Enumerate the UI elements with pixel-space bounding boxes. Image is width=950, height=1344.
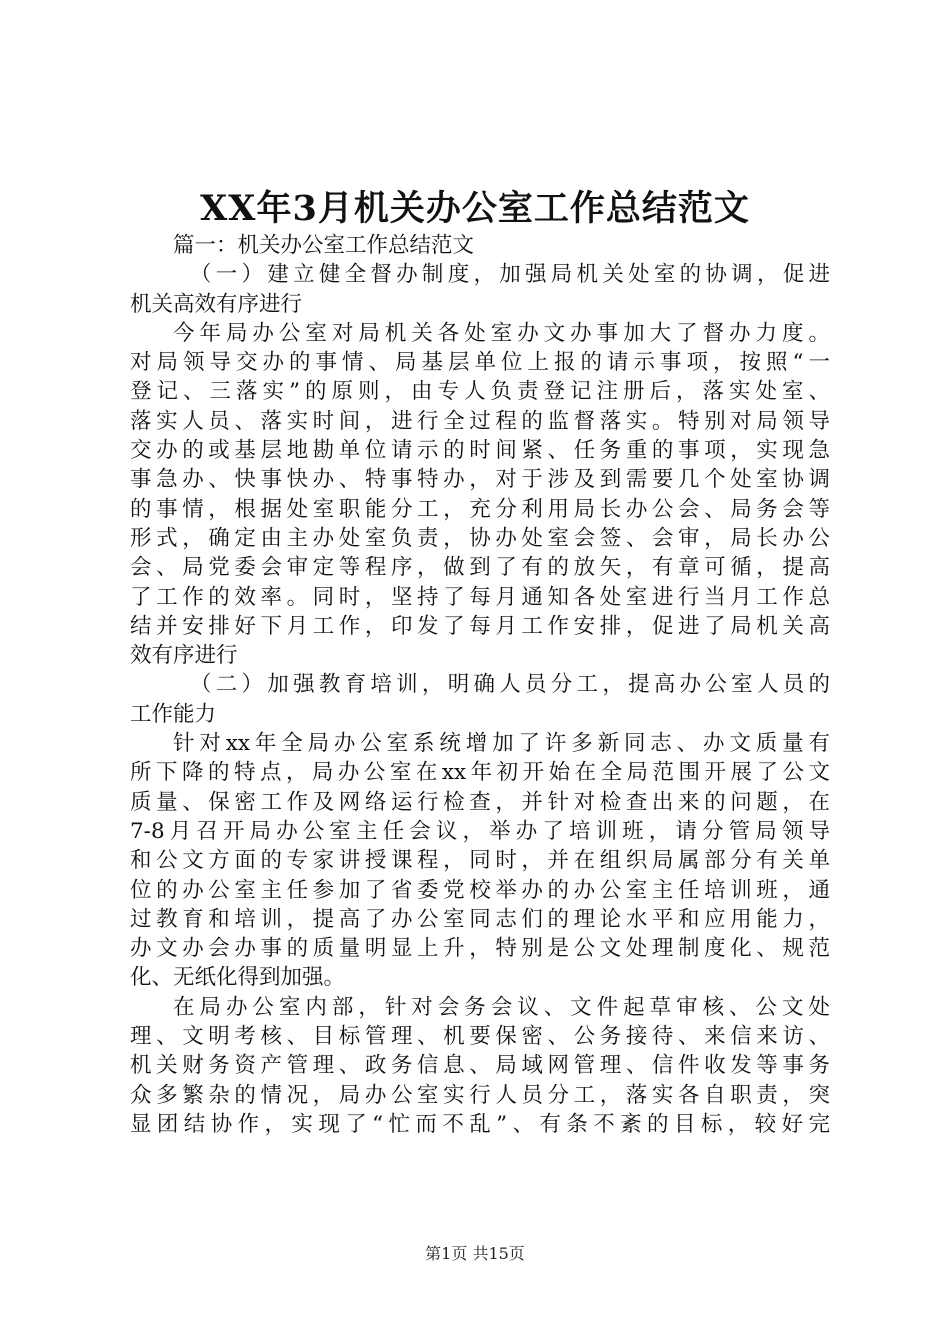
text-line: 和公文方面的专家讲授课程，同时，并在组织局属部分有关单 [130,848,830,874]
text-line: 的事情，根据处室职能分工，充分利用局长办公会、局务会等 [130,496,830,522]
document-body [130,231,830,1139]
text-line: 登记、三落实”的原则，由专人负责登记注册后，落实处室、 [130,379,830,405]
text-line: 篇一：机关办公室工作总结范文 [173,233,475,258]
text-line: 显团结协作，实现了“忙而不乱”、有条不紊的目标，较好完 [130,1111,830,1137]
text-line: 所下降的特点，局办公室在xx年初开始在全局范围开展了公文 [130,760,830,786]
text-line: 今年局办公室对局机关各处室办文办事加大了督办力度。 [173,320,830,346]
text-line: 化、无纸化得到加强。 [130,965,346,991]
text-line: 形式，确定由主办处室负责，协办处室会签、会审，局长办公 [130,525,830,551]
page-footer: 第1页 共15页 [425,1244,525,1263]
text-line: 众多繁杂的情况，局办公室实行人员分工，落实各自职责，突 [130,1082,830,1108]
text-line: 过教育和培训，提高了办公室同志们的理论水平和应用能力， [130,906,830,932]
text-line: 效有序进行 [130,643,238,669]
text-line: 事急办、快事快办、特事特办，对于涉及到需要几个处室协调 [130,467,830,493]
text-line: 质量、保密工作及网络运行检查，并针对检查出来的问题，在 [130,789,830,815]
text-line: 结并安排好下月工作，印发了每月工作安排，促进了局机关高 [130,613,830,639]
text-line: 落实人员、落实时间，进行全过程的监督落实。特别对局领导 [130,408,830,434]
text-line: 交办的或基层地勘单位请示的时间紧、任务重的事项，实现急 [130,438,830,464]
text-line: 会、局党委会审定等程序，做到了有的放矢，有章可循，提高 [130,555,830,581]
text-line: 工作能力 [130,701,217,727]
text-line: 了工作的效率。同时，坚持了每月通知各处室进行当月工作总 [130,584,830,610]
text-line: （一）建立健全督办制度，加强局机关处室的协调，促进 [190,262,830,288]
text-line: 针对xx年全局办公室系统增加了许多新同志、办文质量有 [173,731,830,757]
text-line: （二）加强教育培训，明确人员分工，提高办公室人员的 [190,672,830,698]
text-line: 在局办公室内部，针对会务会议、文件起草审核、公文处 [173,994,830,1020]
text-line: 位的办公室主任参加了省委党校举办的办公室主任培训班，通 [130,877,830,903]
text-line: 机关高效有序进行 [130,291,303,317]
text-line: 理、文明考核、目标管理、机要保密、公务接待、来信来访、 [130,1024,830,1050]
text-line: 办文办会办事的质量明显上升，特别是公文处理制度化、规范 [130,936,830,962]
text-line: 机关财务资产管理、政务信息、局域网管理、信件收发等事务 [130,1053,830,1079]
document-title: XX年3月机关办公室工作总结范文 [200,188,750,229]
text-line: 7-8月召开局办公室主任会议，举办了培训班，请分管局领导 [130,818,830,844]
text-line: 对局领导交办的事情、局基层单位上报的请示事项，按照“一 [130,350,830,376]
